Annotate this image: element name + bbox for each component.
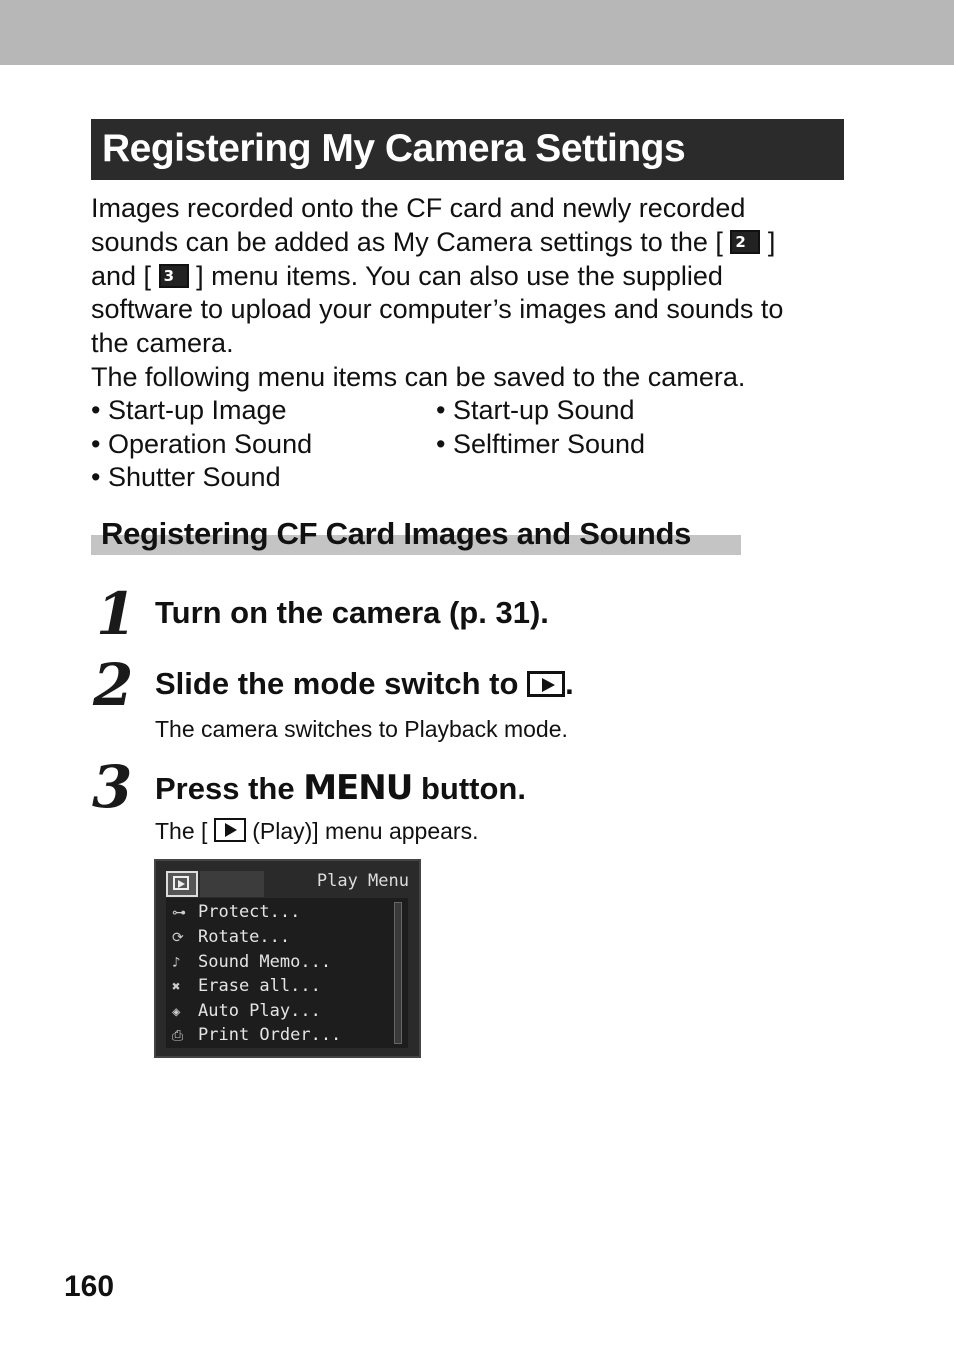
scrollbar	[394, 902, 402, 1044]
auto-play-icon: ◈	[172, 1004, 181, 1020]
title-bar	[91, 119, 844, 180]
my-camera-tab2-icon: 2	[730, 230, 760, 254]
trash-icon: ✖	[172, 979, 181, 995]
my-camera-tab-icon	[232, 871, 264, 897]
play-tab-icon	[166, 871, 198, 897]
menu-item: ⊶ Protect...	[172, 902, 301, 922]
intro-line-4: software to upload your computer’s images and sounds to	[91, 294, 784, 325]
step-title: Turn on the camera (p. 31).	[155, 595, 549, 630]
menu-item: ⎙ Print Order...	[172, 1025, 342, 1045]
menu-item: ⟳ Rotate...	[172, 927, 291, 947]
list-item: • Shutter Sound	[91, 462, 281, 492]
settings-tab-icon	[200, 871, 232, 897]
step-title: Press the MENU button.	[155, 768, 526, 808]
menu-list	[166, 898, 408, 1048]
page-title: Registering My Camera Settings	[102, 127, 686, 170]
play-menu-screenshot	[154, 859, 421, 1058]
intro-line-3: and [ 3 ] menu items. You can also use the supplied	[91, 260, 723, 291]
step-title: Slide the mode switch to .	[155, 666, 574, 701]
list-item: • Selftimer Sound	[436, 429, 646, 459]
list-item: • Operation Sound	[91, 429, 313, 459]
menu-button-label: MENU	[303, 768, 413, 808]
menu-item: ♪ Sound Memo...	[172, 952, 332, 972]
step-number: 1	[96, 580, 137, 648]
rotate-icon: ⟳	[172, 930, 184, 946]
list-item: • Start-up Image	[91, 395, 287, 425]
top-band	[0, 0, 954, 65]
intro-line-5: the camera.	[91, 328, 234, 359]
print-icon: ⎙	[172, 1028, 184, 1044]
section-title: Registering CF Card Images and Sounds	[101, 516, 692, 551]
step-description: The camera switches to Playback mode.	[155, 716, 568, 742]
menu-item: ◈ Auto Play...	[172, 1001, 321, 1021]
intro-line-1: Images recorded onto the CF card and newly recorded	[91, 193, 746, 223]
menu-item: ✖ Erase all...	[172, 976, 321, 996]
page-number: 160	[64, 1270, 115, 1303]
intro-line-6: The following menu items can be saved to the camera.	[91, 361, 746, 392]
microphone-icon: ♪	[172, 955, 181, 971]
menu-header: Play Menu	[316, 871, 409, 891]
step-number: 3	[92, 753, 133, 821]
key-icon: ⊶	[172, 905, 186, 921]
list-item: • Start-up Sound	[436, 395, 635, 425]
play-icon	[214, 818, 246, 842]
intro-line-2: sounds can be added as My Camera settings to the [ 2 ]	[91, 226, 776, 257]
my-camera-tab3-icon: 3	[159, 264, 189, 288]
play-icon	[527, 671, 565, 697]
step-description: The [ (Play)] menu appears.	[155, 818, 479, 844]
step-number: 2	[93, 651, 134, 719]
intro-paragraph	[91, 192, 851, 395]
